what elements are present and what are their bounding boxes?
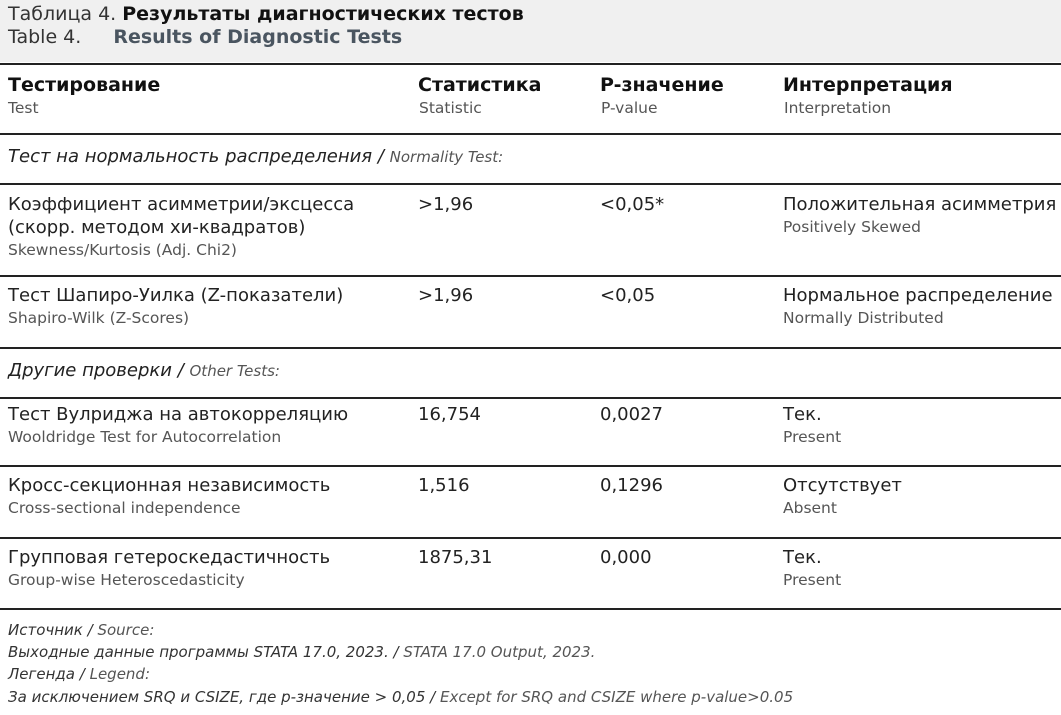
test-name-ru: Коэффициент асимметрии/эксцесса	[8, 194, 355, 215]
column-header-ru: Тестирование	[8, 74, 161, 96]
test-name-en: Group-wise Heteroscedasticity	[8, 571, 245, 589]
column-header-ru: Интерпретация	[783, 74, 953, 96]
section-header: Тест на нормальность распределения / Normality Test:	[8, 146, 504, 167]
statistic-value: >1,96	[418, 194, 474, 215]
test-name-en: Skewness/Kurtosis (Adj. Chi2)	[8, 241, 237, 259]
interpretation-en: Present	[783, 428, 842, 446]
column-header-en: P-value	[601, 99, 658, 117]
interpretation-ru: Тек.	[783, 404, 822, 425]
test-name-ru: Кросс-секционная независимость	[8, 475, 331, 496]
statistic-value: 1,516	[418, 475, 470, 496]
divider	[0, 397, 1061, 399]
divider	[0, 537, 1061, 539]
interpretation-en: Absent	[783, 499, 837, 517]
p-value: <0,05*	[600, 194, 665, 215]
column-header-ru: P-значение	[600, 74, 724, 96]
p-value: 0,0027	[600, 404, 663, 425]
footer-output: Выходные данные программы STATA 17.0, 2023. / STATA 17.0 Output, 2023.	[8, 643, 596, 661]
test-name-ru: Тест Вулриджа на автокорреляцию	[8, 404, 349, 425]
divider	[0, 63, 1061, 65]
interpretation-ru: Отсутствует	[783, 475, 902, 496]
column-header-en: Interpretation	[784, 99, 892, 117]
caption-title-en: Results of Diagnostic Tests	[113, 26, 403, 48]
statistic-value: 16,754	[418, 404, 481, 425]
statistic-value: 1875,31	[418, 547, 493, 568]
divider	[0, 347, 1061, 349]
p-value: 0,1296	[600, 475, 663, 496]
footer-source: Источник / Source:	[8, 621, 155, 639]
footer-note: За исключением SRQ и CSIZE, где p-значение > 0,05 / Except for SRQ and CSIZE where p-value>0.05	[8, 688, 794, 706]
test-name-ru: Тест Шапиро-Уилка (Z-показатели)	[8, 285, 344, 306]
column-header-en: Statistic	[419, 99, 482, 117]
table-caption	[0, 0, 1061, 62]
interpretation-en: Positively Skewed	[783, 218, 922, 236]
test-name-en: Cross-sectional independence	[8, 499, 241, 517]
interpretation-ru: Нормальное распределение	[783, 285, 1053, 306]
divider	[0, 465, 1061, 467]
caption-prefix-en: Table 4.	[8, 26, 82, 48]
interpretation-en: Present	[783, 571, 842, 589]
caption-title-ru: Результаты диагностических тестов	[122, 3, 524, 25]
footer-legend: Легенда / Legend:	[8, 665, 151, 683]
divider	[0, 183, 1061, 185]
caption-prefix-ru: Таблица 4.	[8, 3, 117, 25]
interpretation-en: Normally Distributed	[783, 309, 944, 327]
test-name-en: Wooldridge Test for Autocorrelation	[8, 428, 282, 446]
section-header: Другие проверки / Other Tests:	[8, 360, 280, 381]
p-value: <0,05	[600, 285, 656, 306]
column-header-ru: Статистика	[418, 74, 542, 96]
test-name-ru: Групповая гетероскедастичность	[8, 547, 331, 568]
divider	[0, 608, 1061, 610]
interpretation-ru: Тек.	[783, 547, 822, 568]
interpretation-ru: Положительная асимметрия	[783, 194, 1057, 215]
divider	[0, 133, 1061, 135]
test-name-en: Shapiro-Wilk (Z-Scores)	[8, 309, 190, 327]
column-header-en: Test	[8, 99, 39, 117]
divider	[0, 275, 1061, 277]
statistic-value: >1,96	[418, 285, 474, 306]
test-name-ru: (скорр. методом хи-квадратов)	[8, 217, 306, 238]
p-value: 0,000	[600, 547, 652, 568]
